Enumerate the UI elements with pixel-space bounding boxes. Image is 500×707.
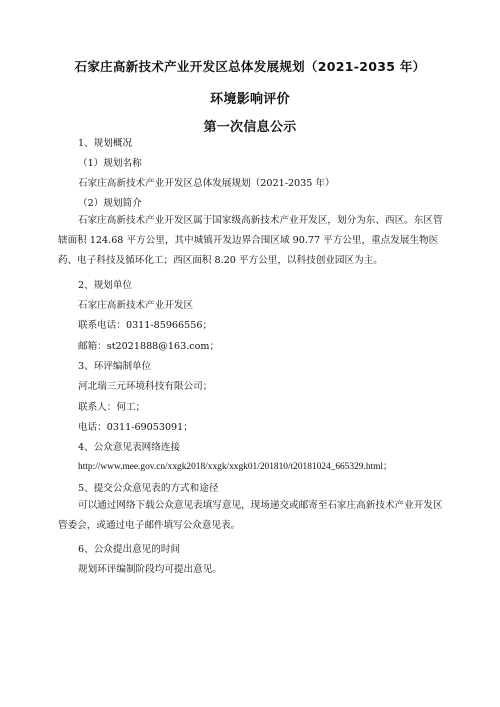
eia-org: 河北瑞三元环境科技有限公司； — [78, 381, 213, 392]
eia-phone: 电话：0311-69053091； — [78, 422, 193, 433]
plan-intro-paragraph: 石家庄高新技术产业开发区属于国家级高新技术产业开发区，划分为东、西区。东区管辖面积 124.68 平方公里，其中城镇开发边界合围区域 90.77 平方公里，重点发展生物医药、电子科技及循环化工；西区面积 8.20 平方公里，以科技创业园区为主。 — [58, 215, 443, 266]
notice-title: 第一次信息公示 — [203, 120, 297, 135]
plan-name: 石家庄高新技术产业开发区总体发展规划（2021-2035 年） — [78, 178, 335, 189]
planning-org: 石家庄高新技术产业开发区 — [78, 300, 194, 311]
section-1-1-heading: （1）规划名称 — [78, 158, 142, 169]
section-2-heading: 2、规划单位 — [78, 280, 133, 291]
planning-phone: 联系电话：0311-85966556； — [78, 320, 213, 331]
section-4-heading: 4、公众意见表网络连接 — [78, 442, 181, 453]
section-3-heading: 3、环评编制单位 — [78, 361, 152, 372]
opinion-time-text: 规划环评编制阶段均可提出意见。 — [78, 564, 222, 575]
section-6-heading: 6、公众提出意见的时间 — [78, 544, 181, 555]
planning-email: 邮箱：st2021888@163.com； — [78, 341, 220, 352]
section-1-heading: 1、规划概况 — [78, 138, 133, 149]
section-1-2-heading: （2）规划简介 — [78, 198, 142, 209]
document-subtitle: 环境影响评价 — [210, 92, 290, 107]
section-5-heading: 5、提交公众意见表的方式和途径 — [78, 483, 219, 494]
document-title: 石家庄高新技术产业开发区总体发展规划（2021-2035 年） — [74, 59, 426, 74]
opinion-form-link[interactable]: http://www.mee.gov.cn/xxgk2018/xxgk/xxgk01/201810/t20181024_665329.html； — [78, 462, 393, 472]
submission-method-paragraph: 可以通过网络下载公众意见表填写意见，现场递交或邮寄至石家庄高新技术产业开发区管委会，或通过电子邮件填写公众意见表。 — [58, 500, 443, 531]
eia-contact: 联系人：何工； — [78, 402, 146, 413]
